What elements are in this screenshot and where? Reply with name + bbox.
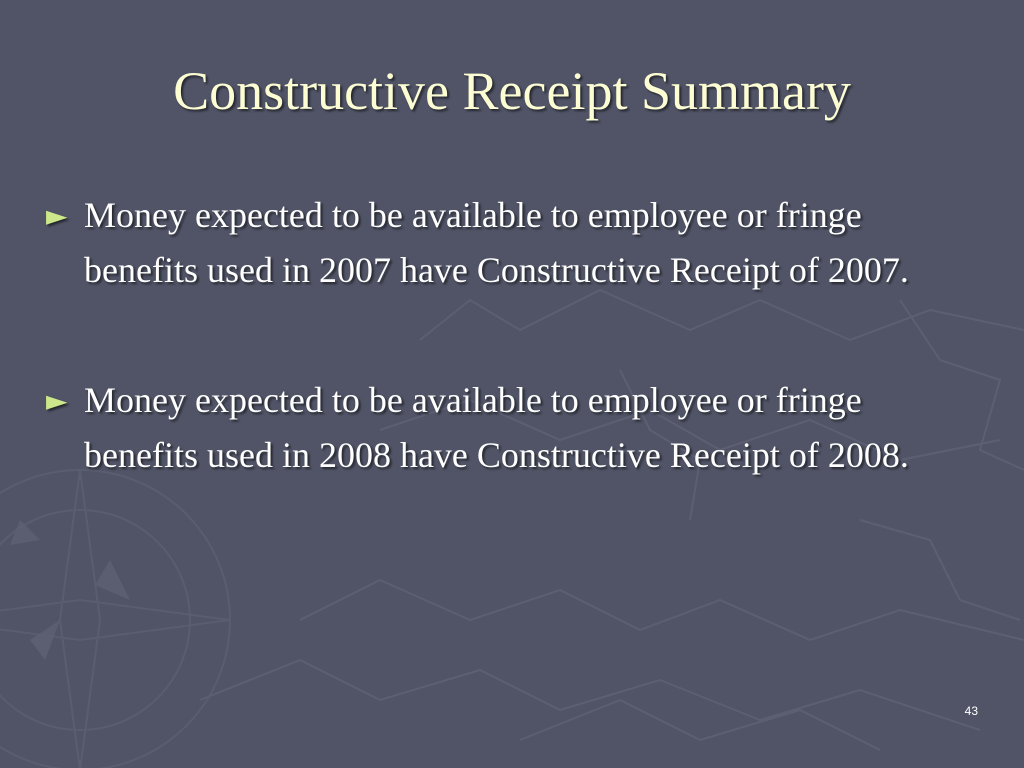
bg-arrow-line	[200, 660, 980, 730]
bg-compass-ring	[0, 510, 190, 730]
bullet-item	[46, 373, 946, 483]
bg-arrow-line	[520, 700, 880, 750]
bg-compass-needle	[0, 600, 230, 640]
bullet-list	[46, 188, 946, 483]
bg-compass-arrow	[95, 560, 130, 600]
bg-arrow-line	[860, 520, 1020, 620]
bullet-arrow-icon: ►	[46, 199, 68, 232]
bullet-text: Money expected to be available to employee or fringe benefits used in 2008 have Constructive Receipt of 2008.	[84, 380, 909, 475]
bg-compass-needle	[60, 470, 100, 768]
bg-compass-arrow	[30, 620, 60, 660]
bullet-arrow-icon: ►	[46, 384, 68, 417]
bg-arrow-line	[300, 580, 1024, 640]
slide-title: Constructive Receipt Summary	[173, 61, 851, 121]
bullet-item	[46, 188, 946, 298]
bullet-text: Money expected to be available to employee or fringe benefits used in 2007 have Constructive Receipt of 2007.	[84, 195, 909, 290]
page-number: 43	[964, 704, 978, 718]
